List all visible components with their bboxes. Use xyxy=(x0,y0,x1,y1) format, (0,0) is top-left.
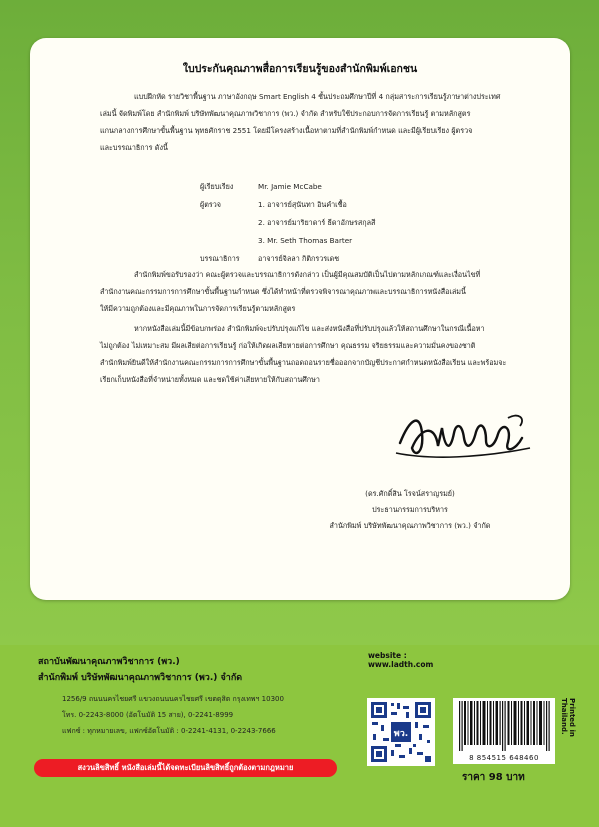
credit-name: 1. อาจารย์สุนันทา อินคำเชื้อ xyxy=(258,200,347,209)
credit-row xyxy=(200,232,500,250)
pledge-line: สำนักพิมพ์ยินดีให้สำนักงานคณะกรรมการการศึกษาขั้นพื้นฐานถอดถอนรายชื่อออกจากบัญชีประกาศกำหนดหนังสือเรียน และพร้อมจะ xyxy=(100,358,507,367)
pledge-line: ไม่ถูกต้อง ไม่เหมาะสม มีผลเสียต่อการเรียนรู้ ก่อให้เกิดผลเสียหายต่อการศึกษา คุณธรรม จริยธรรมและความมั่นคงของชาติ xyxy=(100,341,476,350)
barcode-number: 8 854515 648460 xyxy=(469,754,539,762)
certification-line: ให้มีความถูกต้องและมีคุณภาพในการจัดการเรียนรู้ตามหลักสูตร xyxy=(100,304,296,313)
credit-row xyxy=(200,178,500,196)
intro-line: เล่มนี้ จัดพิมพ์โดย สำนักพิมพ์ บริษัทพัฒนาคุณภาพวิชาการ (พว.) จำกัด สำหรับใช้ประกอบการจัดการเรียนรู้ ตามหลักสูตร xyxy=(100,109,471,118)
credit-role: ผู้ตรวจ xyxy=(200,200,221,209)
publisher-address: 1256/9 ถนนนครไชยศรี แขวงถนนนครไชยศรี เขตดุสิต กรุงเทพฯ 10300 xyxy=(62,695,284,703)
handwritten-signature xyxy=(390,398,540,468)
website-label: website : xyxy=(368,651,407,660)
credit-name: อาจารย์จิลลา กิติกรวรเดช xyxy=(258,254,340,263)
certification-paragraph xyxy=(100,266,560,317)
credit-name: Mr. Jamie McCabe xyxy=(258,182,322,191)
credit-role xyxy=(200,232,258,250)
certificate-title: ใบประกันคุณภาพสื่อการเรียนรู้ของสำนักพิมพ์เอกชน xyxy=(182,63,418,75)
printed-in-label: Printed in Thailand. xyxy=(560,698,576,737)
credit-name: 2. อาจารย์มาริยาดาร์ ธีดาอักษรสกุลสี xyxy=(258,218,376,227)
publisher-phone: โทร. 0-2243-8000 (อัตโนมัติ 15 สาย), 0-2241-8999 xyxy=(62,711,234,719)
intro-line: แบบฝึกหัด รายวิชาพื้นฐาน ภาษาอังกฤษ Smart English 4 ชั้นประถมศึกษาปีที่ 4 กลุ่มสาระการเรียนรู้ภาษาต่างประเทศ xyxy=(134,92,501,101)
quality-certificate-card xyxy=(30,38,570,600)
credit-role: บรรณาธิการ xyxy=(200,254,240,263)
signer-name: (ดร.ศักดิ์สิน โรจน์สราญรมย์) xyxy=(365,489,455,498)
credit-row xyxy=(200,196,500,214)
signer-title: ประธานกรรมการบริหาร xyxy=(372,505,448,514)
pledge-paragraph xyxy=(100,320,560,388)
barcode-bars xyxy=(453,698,555,752)
credits-list xyxy=(200,178,500,268)
isbn-barcode xyxy=(453,698,555,764)
credit-name: 3. Mr. Seth Thomas Barter xyxy=(258,236,353,245)
credit-role xyxy=(200,214,258,232)
signer-organization: สำนักพิมพ์ บริษัทพัฒนาคุณภาพวิชาการ (พว.) จำกัด xyxy=(329,521,491,530)
publisher-fax: แฟกซ์ : ทุกหมายเลข, แฟกซ์อัตโนมัติ : 0-2241-4131, 0-2243-7666 xyxy=(62,727,276,735)
price-label: ราคา 98 บาท xyxy=(462,772,525,783)
qr-code[interactable] xyxy=(367,698,435,766)
credit-role: ผู้เรียบเรียง xyxy=(200,182,234,191)
qr-center-logo: พว. xyxy=(393,729,409,739)
pledge-line: เรียกเก็บหนังสือที่จำหน่ายทั้งหมด และชดใช้ค่าเสียหายให้กับสถานศึกษา xyxy=(100,375,320,384)
intro-line: แกนกลางการศึกษาขั้นพื้นฐาน พุทธศักราช 2551 โดยมีโครงสร้างเนื้อหาตามที่สำนักพิมพ์กำหนด และมีผู้เรียบเรียง ผู้ตรวจ xyxy=(100,126,473,135)
publisher-name-line2: สำนักพิมพ์ บริษัทพัฒนาคุณภาพวิชาการ (พว.) จำกัด xyxy=(38,673,243,683)
pledge-line: หากหนังสือเล่มนี้มีข้อบกพร่อง สำนักพิมพ์จะปรับปรุงแก้ไข และส่งหนังสือที่ปรับปรุงแล้วให้สถานศึกษาในกรณีเนื้อหา xyxy=(134,324,485,333)
certification-line: สำนักพิมพ์ขอรับรองว่า คณะผู้ตรวจและบรรณาธิการดังกล่าว เป็นผู้มีคุณสมบัติเป็นไปตามหลักเกณฑ์และเงื่อนไขที่ xyxy=(134,270,481,279)
intro-paragraph xyxy=(100,88,560,156)
credit-row xyxy=(200,214,500,232)
publisher-name-line1: สถาบันพัฒนาคุณภาพวิชาการ (พว.) xyxy=(38,657,180,667)
website-url[interactable]: www.ladth.com xyxy=(368,660,434,669)
copyright-notice: สงวนลิขสิทธิ์ หนังสือเล่มนี้ได้จดทะเบียนลิขสิทธิ์ถูกต้องตามกฎหมาย xyxy=(34,759,337,777)
signer-block xyxy=(290,486,530,534)
intro-line: และบรรณาธิการ ดังนี้ xyxy=(100,143,168,152)
certification-line: สำนักงานคณะกรรมการการศึกษาขั้นพื้นฐานกำหนด ซึ่งได้ทำหน้าที่ตรวจพิจารณาคุณภาพและบรรณาธิการหนังสือเล่มนี้ xyxy=(100,287,466,296)
